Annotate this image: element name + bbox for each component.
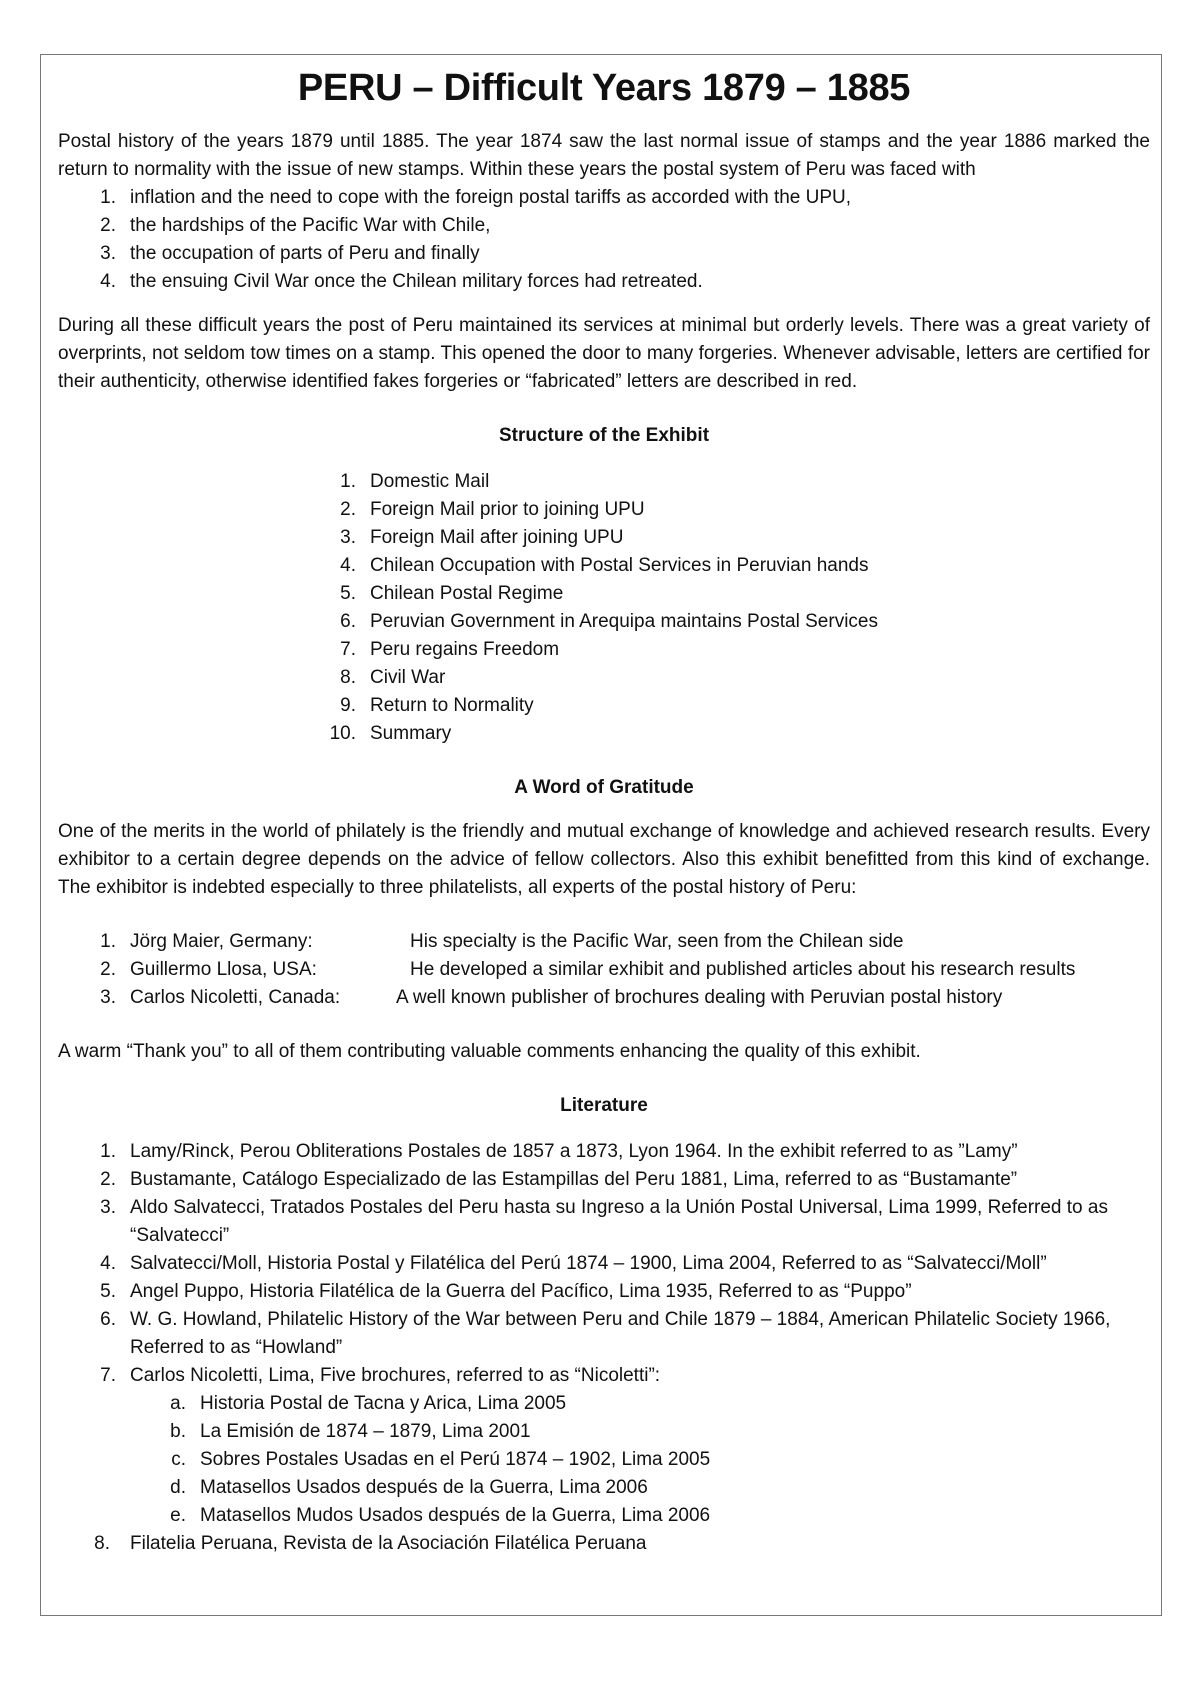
list-item: 1. Domestic Mail: [340, 471, 490, 492]
list-item: 5. Angel Puppo, Historia Filatélica de la Guerra del Pacífico, Lima 1935, Referred to as “Puppo”: [100, 1281, 912, 1302]
list-item: 3. the occupation of parts of Peru and finally: [100, 243, 480, 264]
structure-list: [316, 468, 1150, 748]
overprints-paragraph: During all these difficult years the post of Peru maintained its services at minimal but orderly levels. There was a great variety of overprints, not seldom tow times on a stamp. This opened the door to many forgeries. Whenever advisable, letters are certified for their authenticity, otherwise identified fakes forgeries or “fabricated” letters are described in red.: [58, 315, 1150, 392]
literature-list: [58, 1138, 1150, 1390]
list-item: 2. Guillermo Llosa, USA: He developed a similar exhibit and published articles about his research results: [100, 959, 1076, 980]
list-item: 5. Chilean Postal Regime: [340, 583, 564, 604]
list-item: 8. Civil War: [340, 667, 446, 688]
list-item: 1. Jörg Maier, Germany: His specialty is the Pacific War, seen from the Chilean side: [100, 931, 904, 952]
list-item: 7. Peru regains Freedom: [340, 639, 560, 660]
list-item: 6. Peruvian Government in Arequipa maintains Postal Services: [340, 611, 878, 632]
list-item: 2. the hardships of the Pacific War with Chile,: [100, 215, 491, 236]
list-item: 7. Carlos Nicoletti, Lima, Five brochures, referred to as “Nicoletti”:: [100, 1365, 661, 1386]
list-item: b. La Emisión de 1874 – 1879, Lima 2001: [170, 1421, 531, 1442]
list-item: 3. Foreign Mail after joining UPU: [340, 527, 624, 548]
gratitude-heading: A Word of Gratitude: [514, 777, 694, 798]
philatelists-list: [58, 928, 1150, 1012]
intro-list: [58, 184, 1150, 296]
list-item: 2. Bustamante, Catálogo Especializado de las Estampillas del Peru 1881, Lima, referred to as “Bustamante”: [100, 1169, 1018, 1190]
list-item: 9. Return to Normality: [340, 695, 534, 716]
literature-list-continued: [58, 1530, 1150, 1558]
list-item: c. Sobres Postales Usadas en el Perú 1874 – 1902, Lima 2005: [171, 1449, 711, 1470]
list-item: 1. Lamy/Rinck, Perou Obliterations Postales de 1857 a 1873, Lyon 1964. In the exhibit referred to as ”Lamy”: [100, 1141, 1018, 1162]
list-item: 1. inflation and the need to cope with the foreign postal tariffs as accorded with the UPU,: [100, 187, 852, 208]
list-item: e. Matasellos Mudos Usados después de la Guerra, Lima 2006: [170, 1505, 711, 1526]
literature-heading: Literature: [560, 1095, 648, 1116]
page-title: PERU – Difficult Years 1879 – 1885: [297, 67, 911, 109]
list-item: 10. Summary: [329, 723, 452, 744]
list-item: 4. the ensuing Civil War once the Chilean military forces had retreated.: [100, 271, 703, 292]
brochures-list: [58, 1390, 1150, 1530]
list-item: a. Historia Postal de Tacna y Arica, Lima 2005: [170, 1393, 567, 1414]
list-item: 3. Carlos Nicoletti, Canada: A well known publisher of brochures dealing with Peruvian postal history: [100, 987, 1003, 1008]
list-item: 3. Aldo Salvatecci, Tratados Postales del Peru hasta su Ingreso a la Unión Postal Universal, Lima 1999, Referred to as “Salvatecci”: [100, 1197, 1108, 1246]
list-item: 8. Filatelia Peruana, Revista de la Asociación Filatélica Peruana: [94, 1533, 647, 1554]
intro-paragraph: Postal history of the years 1879 until 1885. The year 1874 saw the last normal issue of stamps and the year 1886 marked the return to normality with the issue of new stamps. Within these years the postal system of Peru was faced with: [58, 131, 1150, 180]
gratitude-paragraph: One of the merits in the world of philately is the friendly and mutual exchange of knowledge and achieved research results. Every exhibitor to a certain degree depends on the advice of fellow collectors. Also this exhibit benefitted from this kind of exchange. The exhibitor is indebted especially to three philatelists, all experts of the postal history of Peru:: [58, 821, 1150, 898]
list-item: d. Matasellos Usados después de la Guerra, Lima 2006: [170, 1477, 648, 1498]
list-item: 4. Chilean Occupation with Postal Services in Peruvian hands: [340, 555, 869, 576]
list-item: 6. W. G. Howland, Philatelic History of the War between Peru and Chile 1879 – 1884, American Philatelic Society 1966, Referred to as “Howland”: [100, 1309, 1111, 1358]
thanks-paragraph: A warm “Thank you” to all of them contributing valuable comments enhancing the quality of this exhibit.: [58, 1041, 921, 1062]
list-item: 4. Salvatecci/Moll, Historia Postal y Filatélica del Perú 1874 – 1900, Lima 2004, Referred to as “Salvatecci/Moll”: [100, 1253, 1047, 1274]
structure-heading: Structure of the Exhibit: [498, 425, 710, 446]
list-item: 2. Foreign Mail prior to joining UPU: [340, 499, 645, 520]
document-body: [58, 60, 1150, 1558]
